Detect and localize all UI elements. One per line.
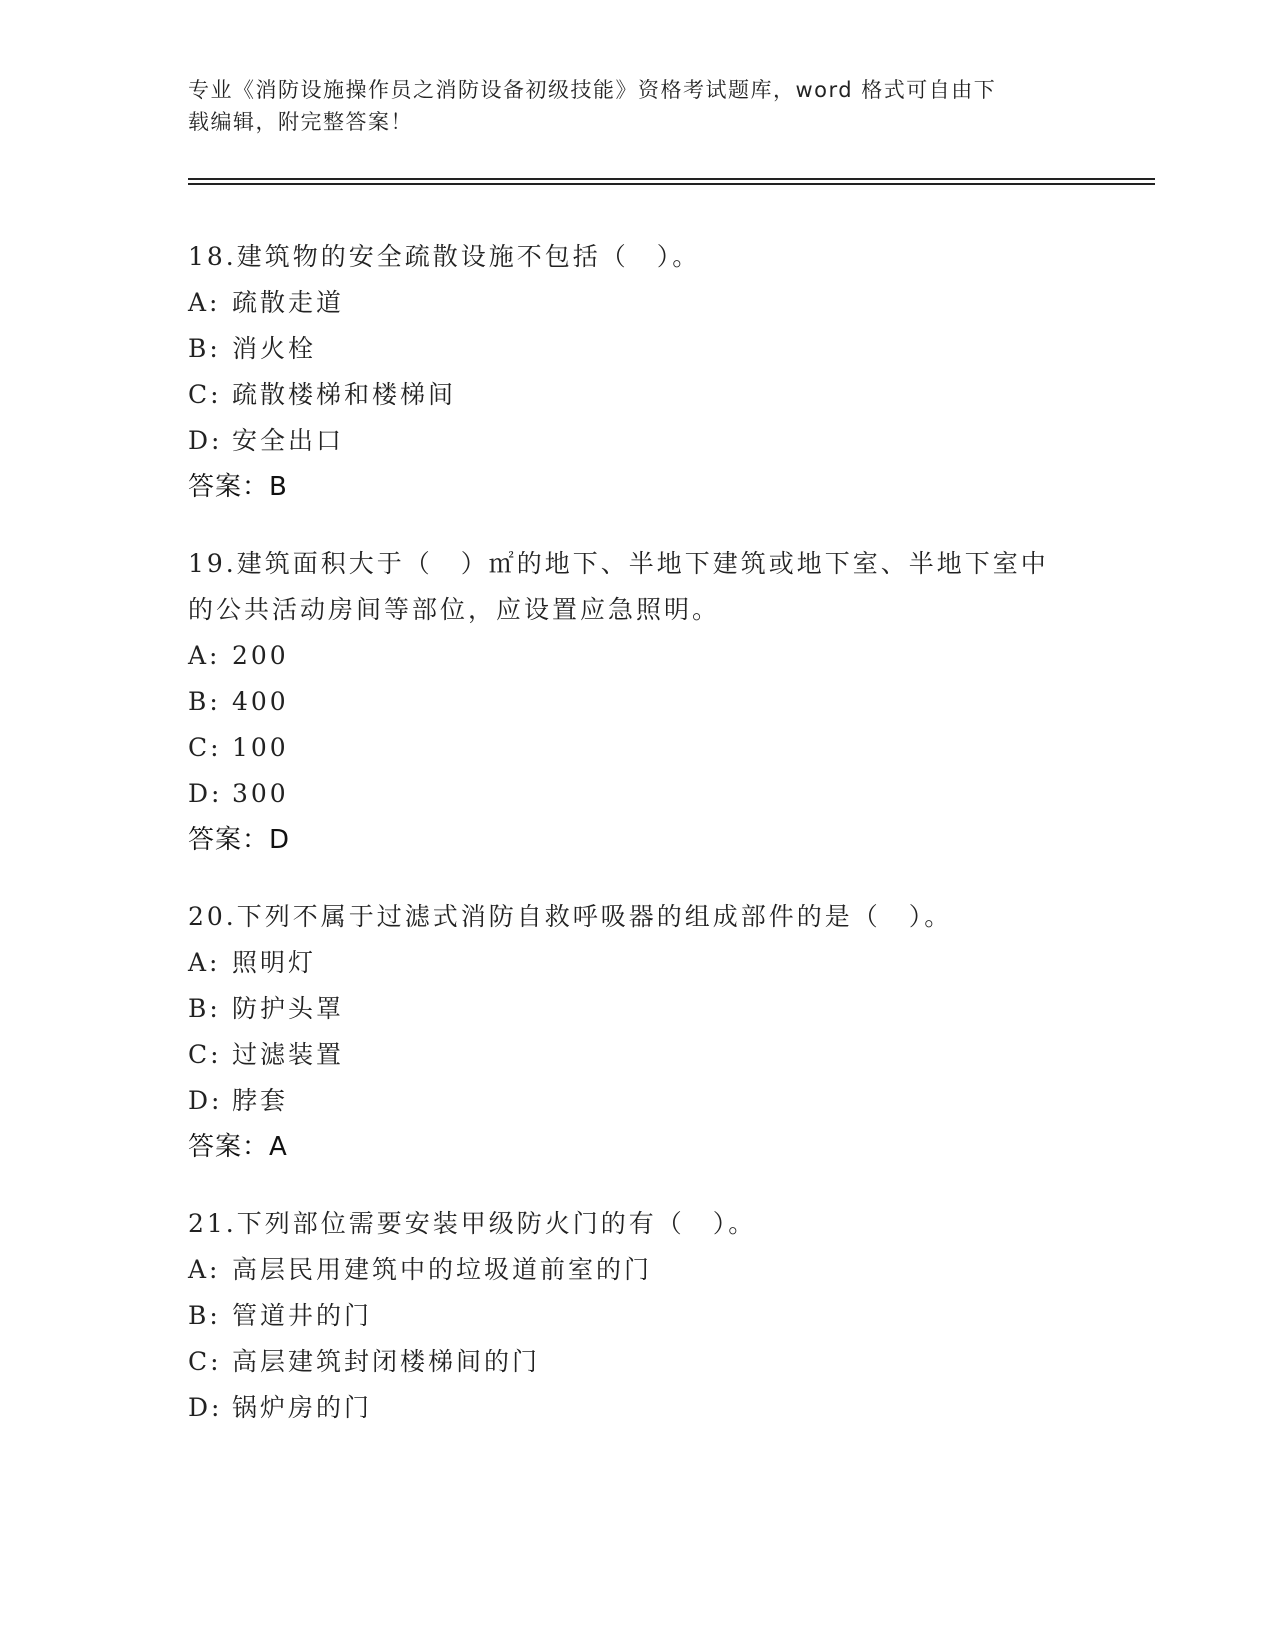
option-text: 防护头罩	[232, 994, 345, 1023]
option-text: 高层建筑封闭楼梯间的门	[232, 1347, 541, 1376]
option-letter: B:	[188, 1301, 221, 1330]
answer-label: 答案：A	[188, 1132, 288, 1162]
option-letter: A:	[188, 641, 221, 670]
option-letter: C:	[188, 380, 222, 409]
option-d	[188, 1078, 1088, 1124]
question-list	[188, 234, 1088, 1462]
header-divider-bottom	[188, 183, 1155, 185]
question-18	[188, 234, 1088, 510]
option-text: 过滤装置	[232, 1040, 345, 1069]
option-d	[188, 771, 1088, 817]
option-letter: B:	[188, 687, 221, 716]
option-a	[188, 280, 1088, 326]
option-text: 管道井的门	[232, 1301, 373, 1330]
option-letter: A:	[188, 1255, 221, 1284]
option-b	[188, 1293, 1088, 1339]
option-letter: B:	[188, 994, 221, 1023]
option-letter: C:	[188, 733, 222, 762]
option-letter: D:	[188, 1393, 223, 1422]
option-letter: B:	[188, 334, 221, 363]
question-stem-line-1: 19.建筑面积大于（ ）㎡的地下、半地下建筑或地下室、半地下室中	[188, 549, 1049, 578]
option-text: 100	[232, 733, 289, 762]
option-letter: C:	[188, 1347, 222, 1376]
option-text: 脖套	[232, 1086, 289, 1115]
option-c	[188, 1339, 1088, 1385]
option-a	[188, 940, 1088, 986]
option-d	[188, 418, 1088, 464]
option-text: 200	[232, 641, 289, 670]
answer-label: 答案：B	[188, 472, 288, 502]
document-intro	[188, 74, 1088, 138]
option-c	[188, 372, 1088, 418]
option-letter: A:	[188, 948, 221, 977]
option-letter: D:	[188, 426, 223, 455]
option-text: 高层民用建筑中的垃圾道前室的门	[232, 1255, 653, 1284]
option-letter: C:	[188, 1040, 222, 1069]
intro-line-1: 专业《消防设施操作员之消防设备初级技能》资格考试题库，word 格式可自由下	[188, 78, 997, 102]
option-text: 疏散楼梯和楼梯间	[232, 380, 457, 409]
option-a	[188, 1247, 1088, 1293]
option-d	[188, 1385, 1088, 1431]
option-text: 安全出口	[232, 426, 345, 455]
answer-label: 答案：D	[188, 825, 291, 855]
question-20	[188, 894, 1088, 1170]
option-b	[188, 326, 1088, 372]
option-b	[188, 986, 1088, 1032]
option-text: 照明灯	[232, 948, 317, 977]
option-text: 400	[232, 687, 289, 716]
option-text: 消火栓	[232, 334, 317, 363]
option-text: 300	[232, 779, 289, 808]
option-b	[188, 679, 1088, 725]
option-text: 锅炉房的门	[232, 1393, 373, 1422]
question-21	[188, 1201, 1088, 1431]
option-letter: D:	[188, 779, 223, 808]
header-divider-top	[188, 178, 1155, 180]
intro-line-2: 载编辑，附完整答案！	[188, 110, 413, 134]
question-stem: 20.下列不属于过滤式消防自救呼吸器的组成部件的是（ ）。	[188, 902, 953, 931]
option-c	[188, 725, 1088, 771]
option-letter: A:	[188, 288, 221, 317]
question-stem: 18.建筑物的安全疏散设施不包括（ ）。	[188, 242, 701, 271]
question-19	[188, 541, 1088, 863]
question-stem-line-2: 的公共活动房间等部位，应设置应急照明。	[188, 595, 721, 624]
option-letter: D:	[188, 1086, 223, 1115]
option-a	[188, 633, 1088, 679]
option-text: 疏散走道	[232, 288, 345, 317]
option-c	[188, 1032, 1088, 1078]
question-stem: 21.下列部位需要安装甲级防火门的有（ ）。	[188, 1209, 757, 1238]
